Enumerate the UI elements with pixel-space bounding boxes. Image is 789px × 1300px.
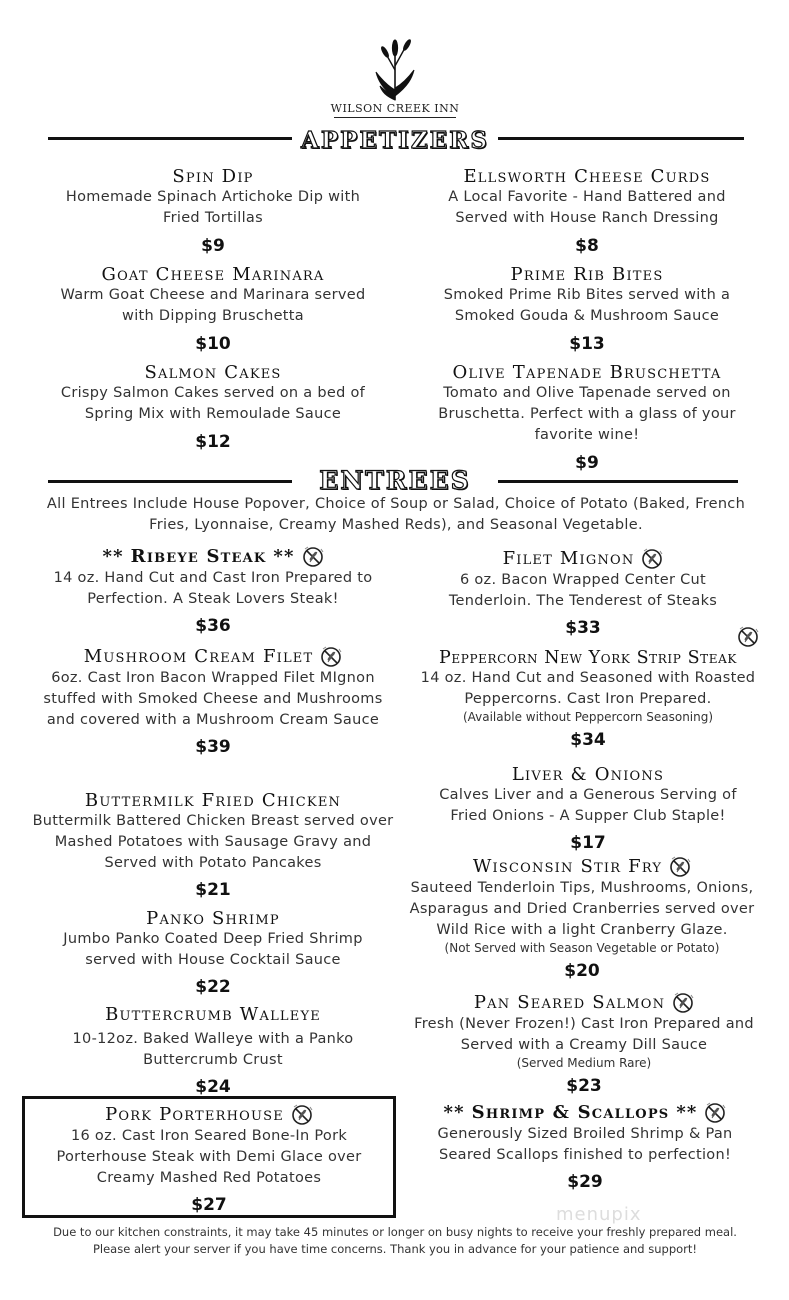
item-price: $29 bbox=[567, 1172, 603, 1192]
item-name: Prime Rib Bites bbox=[510, 264, 664, 285]
menu-item bbox=[398, 548, 768, 638]
item-price: $9 bbox=[575, 453, 599, 473]
item-name bbox=[404, 992, 764, 1014]
logo-underline bbox=[334, 117, 456, 118]
item-price: $9 bbox=[201, 236, 225, 256]
no-wheat-icon bbox=[704, 1102, 726, 1124]
item-description: 10-12oz. Baked Walleye with a Panko Buttercrumb Crust bbox=[72, 1031, 354, 1068]
item-note: (Available without Peppercorn Seasoning) bbox=[462, 710, 714, 724]
item-name bbox=[400, 1102, 770, 1124]
item-description: Fresh (Never Frozen!) Cast Iron Prepared and Served with a Creamy Dill Sauce bbox=[414, 1016, 754, 1053]
item-price: $8 bbox=[575, 236, 599, 256]
item-name bbox=[398, 548, 768, 570]
item-name-text: Pan Seared Salmon bbox=[473, 992, 666, 1013]
item-name: Peppercorn New York Strip Steak bbox=[439, 648, 737, 668]
item-price: $20 bbox=[564, 961, 600, 981]
item-name bbox=[28, 646, 398, 668]
item-description: 14 oz. Hand Cut and Seasoned with Roasted Peppercorns. Cast Iron Prepared. bbox=[420, 670, 756, 707]
menu-item bbox=[410, 166, 764, 256]
item-name-text: Ribeye Steak bbox=[130, 546, 267, 567]
no-wheat-icon bbox=[672, 992, 694, 1014]
item-name bbox=[392, 856, 772, 878]
menu-item bbox=[28, 908, 398, 997]
item-price: $10 bbox=[195, 334, 231, 354]
item-description: Sauteed Tenderloin Tips, Mushrooms, Onions, Asparagus and Dried Cranberries served over Wild Rice with a light Cranberry Glaze. bbox=[409, 880, 755, 938]
item-name: Spin Dip bbox=[172, 166, 254, 187]
item-price: $33 bbox=[565, 618, 601, 638]
item-description: 16 oz. Cast Iron Seared Bone-In Pork Porterhouse Steak with Demi Glace over Creamy Mashed Red Potatoes bbox=[56, 1128, 362, 1186]
item-name: Olive Tapenade Bruschetta bbox=[452, 362, 722, 383]
menu-item bbox=[28, 546, 398, 636]
item-price: $22 bbox=[195, 977, 231, 997]
no-wheat-icon bbox=[737, 626, 759, 648]
menu-item bbox=[404, 992, 764, 1096]
item-name: Buttermilk Fried Chicken bbox=[84, 790, 342, 811]
divider-right bbox=[498, 480, 738, 483]
item-price: $21 bbox=[195, 880, 231, 900]
item-description: Warm Goat Cheese and Marinara served with Dipping Bruschetta bbox=[60, 287, 366, 324]
cattail-plant-logo-icon bbox=[320, 36, 470, 102]
menu-item bbox=[410, 264, 764, 354]
divider-left bbox=[48, 137, 292, 140]
menu-item bbox=[28, 1104, 390, 1215]
menu-item bbox=[410, 362, 764, 473]
item-name-text: Shrimp & Scallops bbox=[471, 1102, 670, 1123]
item-note: (Not Served with Season Vegetable or Potato) bbox=[444, 941, 720, 955]
item-price: $27 bbox=[191, 1195, 227, 1215]
item-name: Buttercrumb Walleye bbox=[105, 1004, 321, 1025]
signature-marker: ** bbox=[443, 1102, 465, 1123]
divider-right bbox=[498, 137, 744, 140]
menu-item bbox=[38, 362, 388, 452]
item-name: Liver & Onions bbox=[511, 764, 665, 785]
item-name: Goat Cheese Marinara bbox=[101, 264, 325, 285]
item-name-text: Filet Mignon bbox=[502, 548, 635, 569]
menu-item bbox=[28, 790, 398, 900]
item-price: $17 bbox=[570, 833, 606, 853]
item-description: Buttermilk Battered Chicken Breast served over Mashed Potatoes with Sausage Gravy and Served with Potato Pancakes bbox=[32, 813, 394, 871]
item-name bbox=[28, 1104, 390, 1126]
item-price: $39 bbox=[195, 737, 231, 757]
divider-left bbox=[48, 480, 292, 483]
menu-item bbox=[28, 646, 398, 757]
item-name-text: Wisconsin Stir Fry bbox=[472, 856, 663, 877]
menu-item bbox=[392, 856, 772, 981]
item-description: 14 oz. Hand Cut and Cast Iron Prepared to Perfection. A Steak Lovers Steak! bbox=[53, 570, 373, 607]
menu-item bbox=[398, 648, 778, 750]
item-description: Generously Sized Broiled Shrimp & Pan Seared Scallops finished to perfection! bbox=[437, 1126, 733, 1163]
signature-marker: ** bbox=[676, 1102, 698, 1123]
no-wheat-icon bbox=[320, 646, 342, 668]
item-description: Smoked Prime Rib Bites served with a Smoked Gouda & Mushroom Sauce bbox=[443, 287, 731, 324]
menu-item bbox=[38, 264, 388, 354]
item-description: 6oz. Cast Iron Bacon Wrapped Filet MIgnon stuffed with Smoked Cheese and Mushrooms and covered with a Mushroom Cream Sauce bbox=[43, 670, 383, 728]
item-description: Tomato and Olive Tapenade served on Bruschetta. Perfect with a glass of your favorite wine! bbox=[438, 385, 736, 443]
no-wheat-icon bbox=[302, 546, 324, 568]
item-name-text: Pork Porterhouse bbox=[105, 1104, 284, 1125]
appetizers-heading: APPETIZERS bbox=[301, 127, 489, 154]
menu-item bbox=[28, 1004, 398, 1097]
footer-notice bbox=[20, 1224, 770, 1258]
item-name-text: Mushroom Cream Filet bbox=[83, 646, 314, 667]
item-note: (Served Medium Rare) bbox=[516, 1056, 652, 1070]
footer-line: Please alert your server if you have time concerns. Thank you in advance for your patience and support! bbox=[92, 1242, 698, 1256]
item-price: $23 bbox=[566, 1076, 602, 1096]
item-price: $13 bbox=[569, 334, 605, 354]
item-name: Panko Shrimp bbox=[146, 908, 280, 929]
item-description: Calves Liver and a Generous Serving of Fried Onions - A Supper Club Staple! bbox=[439, 787, 737, 824]
item-price: $36 bbox=[195, 616, 231, 636]
item-description: Jumbo Panko Coated Deep Fried Shrimp served with House Cocktail Sauce bbox=[63, 931, 363, 968]
menu-item bbox=[410, 764, 766, 853]
no-wheat-icon bbox=[291, 1104, 313, 1126]
footer-line: Due to our kitchen constraints, it may take 45 minutes or longer on busy nights to receive your freshly prepared meal. bbox=[53, 1225, 737, 1239]
entrees-note: All Entrees Include House Popover, Choice of Soup or Salad, Choice of Potato (Baked, French Fries, Lyonnaise, Creamy Mashed Reds), and Seasonal Vegetable. bbox=[46, 496, 746, 533]
brand-name: WILSON CREEK INN bbox=[330, 102, 460, 115]
item-name: Salmon Cakes bbox=[144, 362, 282, 383]
entrees-heading: ENTREES bbox=[319, 466, 471, 495]
item-description: 6 oz. Bacon Wrapped Center Cut Tenderloin. The Tenderest of Steaks bbox=[448, 572, 718, 609]
item-price: $24 bbox=[195, 1077, 231, 1097]
no-wheat-icon bbox=[669, 856, 691, 878]
item-name: Ellsworth Cheese Curds bbox=[463, 166, 711, 187]
watermark: menupix bbox=[556, 1204, 642, 1225]
menu-item bbox=[38, 166, 388, 256]
item-name bbox=[28, 546, 398, 568]
item-price: $34 bbox=[570, 730, 606, 750]
signature-marker: ** bbox=[102, 546, 124, 567]
item-price: $12 bbox=[195, 432, 231, 452]
logo bbox=[320, 36, 470, 122]
item-description: Homemade Spinach Artichoke Dip with Fried Tortillas bbox=[65, 189, 361, 226]
signature-marker: ** bbox=[273, 546, 295, 567]
menu-item bbox=[400, 1102, 770, 1192]
item-description: A Local Favorite - Hand Battered and Served with House Ranch Dressing bbox=[448, 189, 726, 226]
no-wheat-icon bbox=[641, 548, 663, 570]
item-description: Crispy Salmon Cakes served on a bed of Spring Mix with Remoulade Sauce bbox=[60, 385, 366, 422]
